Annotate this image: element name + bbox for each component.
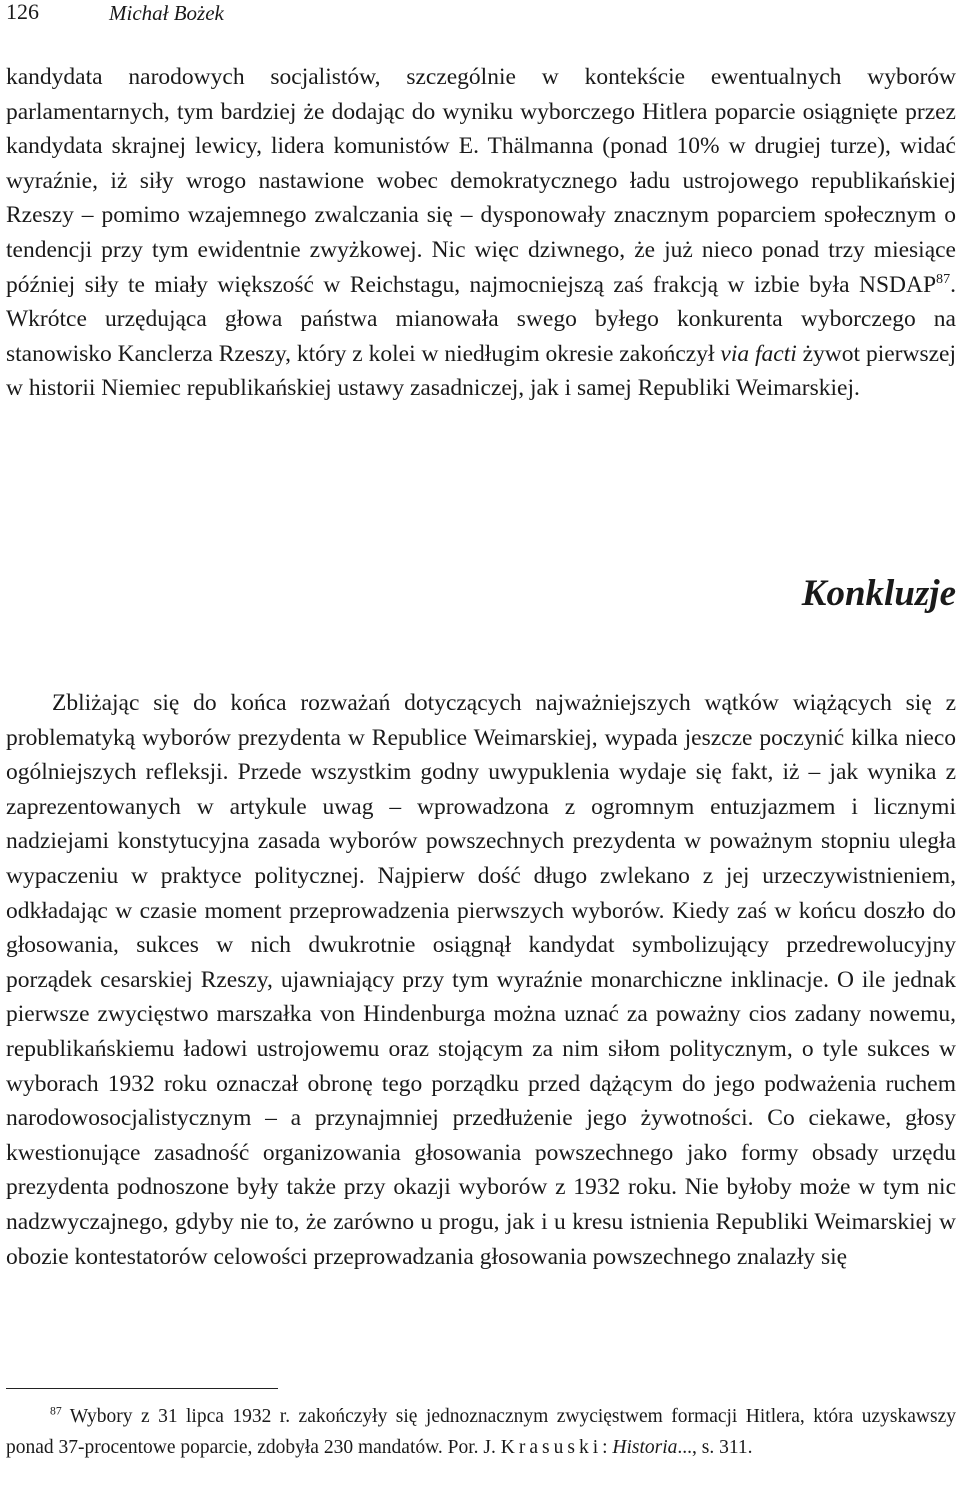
footnote-citation-end: ..., s. 311. (677, 1436, 753, 1458)
paragraph-1-italic-phrase: via facti (720, 340, 797, 367)
footnote-reference-87: 87 (936, 270, 951, 287)
running-head-author: Michał Bożek (109, 1, 224, 25)
footnote-separator (6, 1388, 278, 1389)
section-heading: Konkluzje (801, 573, 956, 614)
paragraph-1-text-continued: . Wkrótce urzędująca głowa państwa mianowała swego byłego konkurenta wyborczego na stanowisko Kanclerza Rzeszy, który z kolei w niedługim okresie zakończył (6, 271, 956, 367)
page-number: 126 (6, 0, 39, 24)
footnote-cited-author: Krasuski (500, 1436, 603, 1458)
page-header (6, 0, 954, 26)
body-paragraph-2 (6, 686, 956, 1274)
footnote-87 (6, 1402, 956, 1463)
footnote-number: 87 (50, 1404, 62, 1418)
footnote-text: Wybory z 31 lipca 1932 r. zakończyły się jednoznacznym zwycięstwem formacji Hitlera, która uzyskawszy ponad 37-procentowe poparcie, zdobyła 230 mandatów. Por. J. (6, 1406, 956, 1458)
footnote-separator-text: : (602, 1436, 613, 1458)
paragraph-1-text: kandydata narodowych socjalistów, szczególnie w kontekście ewentualnych wyborów parlamentarnych, tym bardziej że dodając do wyniku wyborczego Hitlera poparcie osiągnięte przez kandydata skrajnej lewicy, lidera komunistów E. Thälmanna (ponad 10% w drugiej turze), widać wyraźnie, iż siły wrogo nastawione wobec demokratycznego ładu ustrojowego republikańskiej Rzeszy – pomimo wzajemnego zwalczania się – dysponowały znacznym poparciem społecznym o tendencji przy tym ewidentnie zwyżkowej. Nic więc dziwnego, że już nieco ponad trzy miesiące później siły te miały większość w Reichstagu, najmocniejszą zaś frakcją w izbie była NSDAP (6, 64, 956, 298)
paragraph-1-text-end: żywot pierwszej w historii Niemiec republikańskiej ustawy zasadniczej, jak i samej Republiki Weimarskiej. (6, 340, 956, 402)
footnote-cited-title: Historia (612, 1436, 678, 1458)
body-paragraph-1 (6, 60, 956, 406)
paragraph-2-text: Zbliżając się do końca rozważań dotyczących najważniejszych wątków wiążących się z problematyką wyborów prezydenta w Republice Weimarskiej, wypada jeszcze poczynić kilka nieco ogólniejszych refleksji. Przede wszystkim godny uwypuklenia wydaje się fakt, iż – jak wynika z zaprezentowanych w artykule uwag – wprowadzona z ogromnym entuzjazmem i licznymi nadziejami konstytucyjna zasada wyborów powszechnych prezydenta w poważnym stopniu uległa wypaczeniu w praktyce politycznej. Najpierw dość długo zwlekano z jej urzeczywistnieniem, odkładając w czasie moment przeprowadzenia pierwszych wyborów. Kiedy zaś w końcu doszło do głosowania, sukces w nich dwukrotnie osiągnął kandydat symbolizujący przedrewolucyjny porządek cesarskiej Rzeszy, ujawniający przy tym wyraźnie monarchiczne inklinacje. O ile jednak pierwsze zwycięstwo marszałka von Hindenburga można uznać za poważny cios zadany nowemu, republikańskiemu ładowi ustrojowemu oraz stojącym za nim siłom politycznym, o tyle sukces w wyborach 1932 roku oznaczał obronę tego porządku przed dążącym do jego podważenia ruchem narodowosocjalistycznym – a przynajmniej przedłużenie jego żywotności. Co ciekawe, głosy kwestionujące zasadność organizowania głosowania powszechnego jako formy obsady urzędu prezydenta podnoszone były także przy okazji wyborów z 1932 roku. Nie byłoby może w tym nic nadzwyczajnego, gdyby nie to, że zarówno u progu, jak i u kresu istnienia Republiki Weimarskiej w obozie kontestatorów celowości przeprowadzania głosowania powszechnego znalazły się (6, 690, 956, 1270)
